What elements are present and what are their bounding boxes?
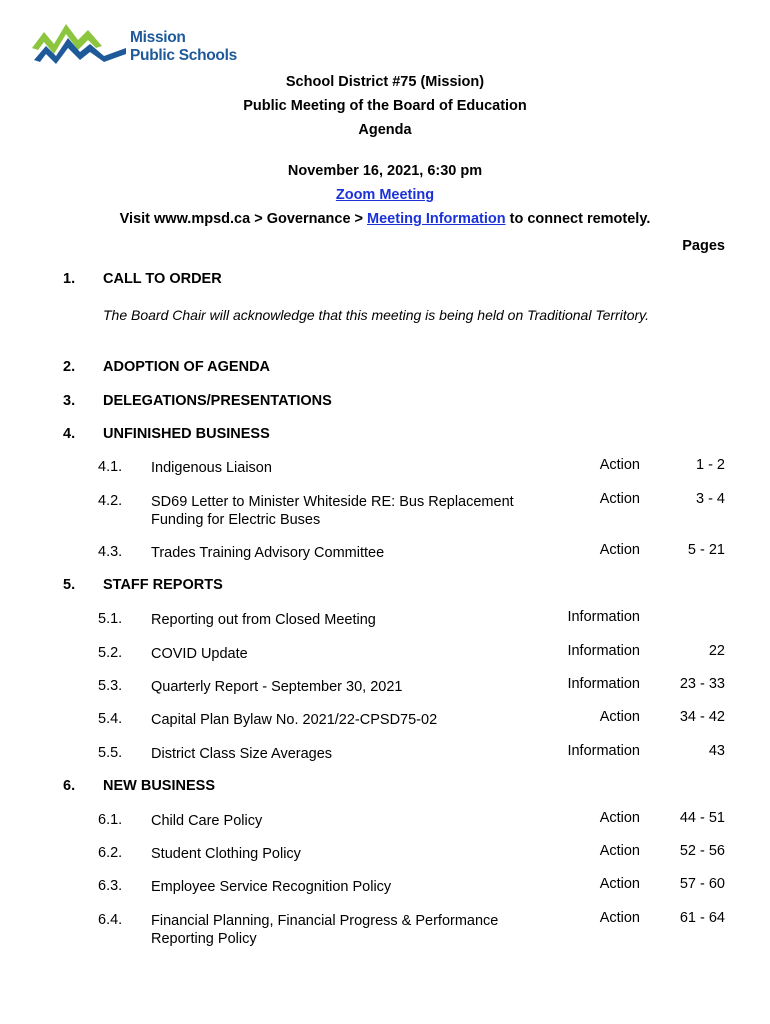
logo-text	[130, 29, 237, 65]
section-number: 2.	[63, 359, 76, 375]
call-to-order-note: The Board Chair will acknowledge that this meeting is being held on Traditional Territory.	[103, 307, 650, 323]
item-number: 6.4.	[98, 912, 123, 928]
item-type: Action	[599, 843, 640, 859]
mission-schools-logo	[30, 18, 240, 70]
item-type: Information	[567, 643, 640, 659]
section-title: DELEGATIONS/PRESENTATIONS	[103, 393, 332, 409]
item-type: Action	[599, 542, 640, 558]
section-number: 1.	[63, 271, 76, 287]
visit-text-post: to connect remotely.	[505, 211, 651, 227]
item-type: Action	[599, 810, 640, 826]
meeting-information-link[interactable]: Meeting Information	[367, 211, 506, 227]
section-number: 4.	[63, 426, 76, 442]
meeting-date: November 16, 2021, 6:30 pm	[287, 163, 483, 179]
item-title: Student Clothing Policy	[151, 846, 301, 862]
item-pages: 52 - 56	[679, 843, 725, 859]
item-type: Action	[599, 876, 640, 892]
item-type: Information	[567, 676, 640, 692]
item-pages: 3 - 4	[695, 491, 725, 507]
item-pages: 23 - 33	[679, 676, 725, 692]
item-type: Information	[567, 743, 640, 759]
mountain-logo-icon	[30, 18, 130, 70]
item-pages: 1 - 2	[695, 457, 725, 473]
item-pages: 22	[708, 643, 725, 659]
item-pages: 34 - 42	[679, 709, 725, 725]
item-title: Capital Plan Bylaw No. 2021/22-CPSD75-02	[151, 712, 438, 728]
meeting-title: Public Meeting of the Board of Education	[243, 98, 527, 114]
item-type: Action	[599, 709, 640, 725]
item-pages: 43	[708, 743, 725, 759]
item-type: Action	[599, 491, 640, 507]
item-title: Quarterly Report - September 30, 2021	[151, 679, 403, 695]
item-number: 5.5.	[98, 745, 123, 761]
item-title: Financial Planning, Financial Progress & Performance Reporting Policy	[151, 913, 499, 947]
item-number: 5.2.	[98, 645, 123, 661]
item-title: COVID Update	[151, 646, 248, 662]
visit-text-pre: Visit www.mpsd.ca > Governance >	[119, 211, 368, 227]
section-number: 6.	[63, 778, 76, 794]
item-title: SD69 Letter to Minister Whiteside RE: Bus Replacement Funding for Electric Buses	[151, 494, 514, 528]
item-pages: 61 - 64	[679, 910, 725, 926]
item-number: 5.4.	[98, 711, 123, 727]
section-title: NEW BUSINESS	[103, 778, 215, 794]
item-number: 5.3.	[98, 678, 123, 694]
item-number: 6.2.	[98, 845, 123, 861]
zoom-meeting-link[interactable]: Zoom Meeting	[335, 187, 435, 203]
item-title: Reporting out from Closed Meeting	[151, 612, 376, 628]
item-number: 4.2.	[98, 493, 123, 509]
zoom-line	[0, 187, 770, 203]
logo-line-1: Mission	[130, 29, 186, 46]
item-type: Information	[567, 609, 640, 625]
district-title: School District #75 (Mission)	[285, 74, 485, 90]
section-title: UNFINISHED BUSINESS	[103, 426, 270, 442]
item-number: 6.3.	[98, 878, 123, 894]
pages-column-header: Pages	[682, 238, 725, 254]
item-type: Action	[599, 457, 640, 473]
section-number: 5.	[63, 577, 76, 593]
item-title: Employee Service Recognition Policy	[151, 879, 392, 895]
item-type: Action	[599, 910, 640, 926]
section-title: CALL TO ORDER	[103, 271, 222, 287]
agenda-title: Agenda	[358, 122, 412, 138]
item-number: 4.3.	[98, 544, 123, 560]
item-pages: 57 - 60	[679, 876, 725, 892]
item-number: 6.1.	[98, 812, 123, 828]
item-number: 5.1.	[98, 611, 123, 627]
section-title: ADOPTION OF AGENDA	[103, 359, 271, 375]
item-number: 4.1.	[98, 459, 123, 475]
section-title: STAFF REPORTS	[103, 577, 223, 593]
item-title: Child Care Policy	[151, 813, 263, 829]
item-title: Indigenous Liaison	[151, 460, 272, 476]
item-pages: 44 - 51	[679, 810, 725, 826]
item-title: Trades Training Advisory Committee	[151, 545, 385, 561]
item-title: District Class Size Averages	[151, 746, 333, 762]
item-pages: 5 - 21	[687, 542, 725, 558]
section-number: 3.	[63, 393, 76, 409]
logo-line-2: Public Schools	[130, 47, 237, 64]
visit-line	[0, 211, 770, 227]
